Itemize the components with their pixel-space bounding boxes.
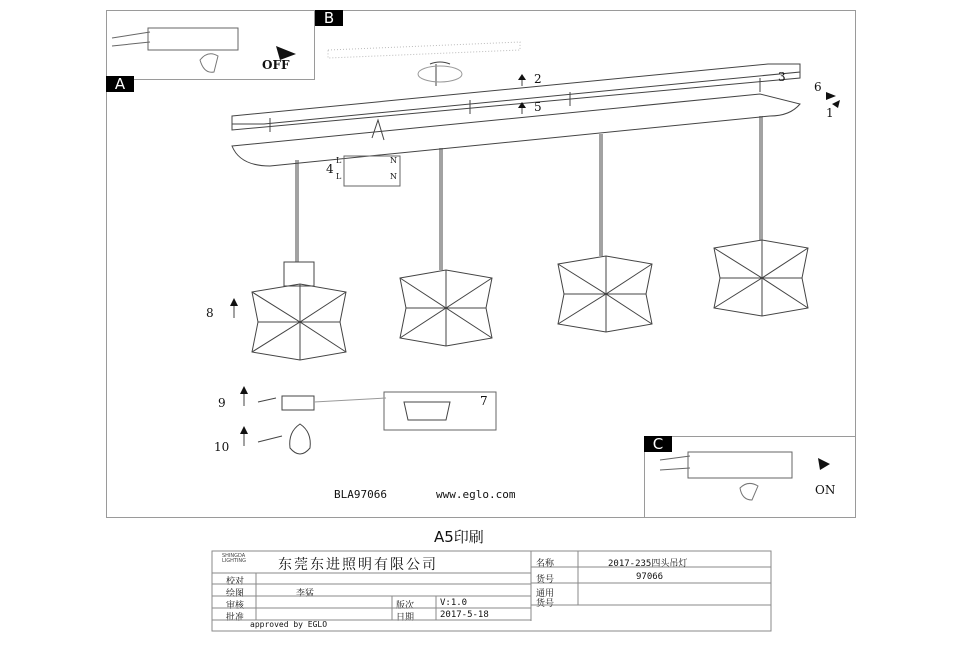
model-number: BLA97066 <box>334 488 387 501</box>
switch-on-label: ON <box>815 483 836 497</box>
common-label: 通用 <box>536 589 555 599</box>
date-label: 日期 <box>396 613 415 623</box>
name-value: 2017-235四头吊灯 <box>608 559 688 569</box>
step-9: 9 <box>218 396 226 410</box>
wire-n-bottom: N <box>390 172 397 181</box>
print-note: A5印刷 <box>434 528 484 546</box>
step-4: 4 <box>326 162 334 176</box>
proofread-label: 校对 <box>226 577 245 587</box>
drawn-label: 绘图 <box>226 589 245 599</box>
step-1: 1 <box>826 106 834 120</box>
section-tag-a: A <box>106 76 134 92</box>
switch-off-label: OFF <box>262 58 290 72</box>
drawn-by: 李猛 <box>296 589 315 599</box>
company-name: 东莞东进照明有限公司 <box>278 557 438 573</box>
version-value: V:1.0 <box>440 598 468 608</box>
section-tag-c: C <box>644 436 672 452</box>
section-tag-b: B <box>315 10 343 26</box>
wire-l-bottom: L <box>336 172 342 181</box>
wire-l-top: L <box>336 156 342 165</box>
approved-by: approved by EGLO <box>250 620 328 629</box>
version-label: 版次 <box>396 601 415 611</box>
date-value: 2017-5-18 <box>440 610 489 620</box>
common-item-label: 货号 <box>536 599 555 609</box>
review-label: 审核 <box>226 601 245 611</box>
item-label: 货号 <box>536 575 555 585</box>
step-10: 10 <box>214 440 230 454</box>
approve-label: 批准 <box>226 613 245 623</box>
step-6: 6 <box>814 80 822 94</box>
wire-n-top: N <box>390 156 397 165</box>
step-3: 3 <box>778 70 786 84</box>
website: www.eglo.com <box>436 488 516 501</box>
step-2: 2 <box>534 72 542 86</box>
name-label: 名称 <box>536 559 555 569</box>
company-logo: SHINGDA LIGHTING <box>222 553 247 564</box>
step-7: 7 <box>480 394 488 408</box>
step-8: 8 <box>206 306 214 320</box>
step-5: 5 <box>534 100 542 114</box>
item-value: 97066 <box>636 572 664 582</box>
